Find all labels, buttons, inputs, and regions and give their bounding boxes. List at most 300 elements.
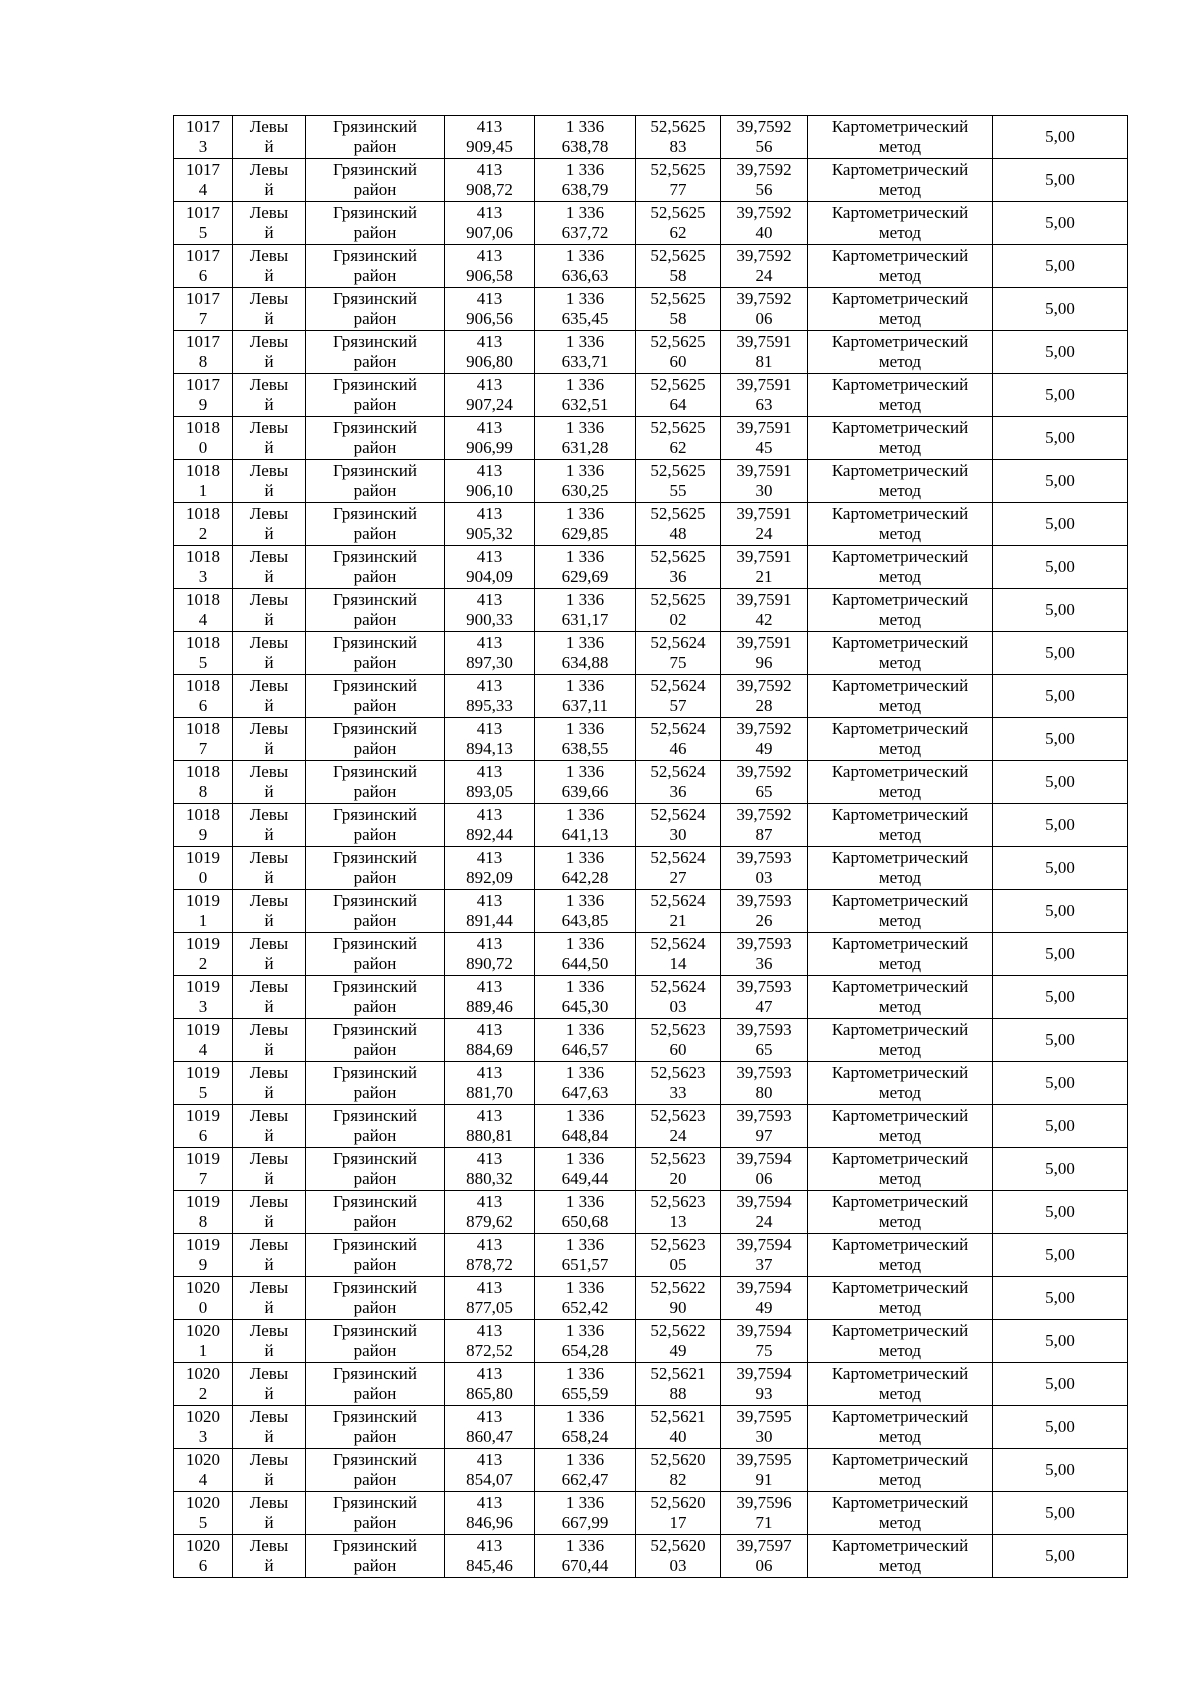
cell-longitude [721, 546, 808, 589]
cell-district [306, 331, 445, 374]
cell-accuracy [993, 847, 1128, 890]
cell-y-coordinate-line: 1 336 [565, 1063, 605, 1082]
cell-method-line: Картометрический [831, 1493, 969, 1512]
cell-point-number-line: 1019 [186, 1149, 220, 1168]
cell-point-number [174, 976, 233, 1019]
cell-point-number-line: 4 [198, 1040, 208, 1059]
cell-latitude-line: 27 [669, 868, 687, 887]
cell-accuracy-value: 5,00 [1045, 1331, 1075, 1350]
cell-latitude [636, 159, 721, 202]
cell-district-line: Грязинский [333, 1450, 417, 1469]
cell-accuracy-value: 5,00 [1045, 127, 1075, 146]
cell-method-line: метод [878, 524, 922, 543]
cell-x-coordinate-line: 413 [476, 203, 503, 222]
cell-latitude [636, 589, 721, 632]
table-row [174, 1449, 1128, 1492]
cell-district [306, 1019, 445, 1062]
cell-method-line: Картометрический [831, 1321, 969, 1340]
cell-x-coordinate-line: 413 [476, 1364, 503, 1383]
cell-method-line: метод [878, 266, 922, 285]
cell-x-coordinate-line: 413 [476, 762, 503, 781]
cell-method-line: Картометрический [831, 375, 969, 394]
cell-y-coordinate [535, 1535, 636, 1578]
cell-y-coordinate [535, 1062, 636, 1105]
cell-side-line: Левы [249, 934, 289, 953]
cell-x-coordinate [445, 202, 535, 245]
cell-district-line: район [353, 954, 397, 973]
cell-y-coordinate [535, 546, 636, 589]
cell-side [233, 417, 306, 460]
cell-method-line: Картометрический [831, 848, 969, 867]
cell-method-line: метод [878, 1255, 922, 1274]
cell-y-coordinate [535, 159, 636, 202]
cell-longitude-line: 37 [755, 1255, 773, 1274]
cell-district-line: район [353, 1083, 397, 1102]
cell-point-number [174, 632, 233, 675]
cell-point-number-line: 0 [198, 1298, 208, 1317]
cell-latitude-line: 48 [669, 524, 687, 543]
cell-longitude [721, 159, 808, 202]
cell-latitude-line: 52,5625 [650, 590, 706, 609]
cell-longitude-line: 39,7594 [736, 1278, 792, 1297]
cell-accuracy-value: 5,00 [1045, 514, 1075, 533]
cell-side-line: Левы [249, 676, 289, 695]
cell-y-coordinate-line: 631,17 [561, 610, 609, 629]
cell-longitude [721, 976, 808, 1019]
cell-side [233, 159, 306, 202]
cell-x-coordinate [445, 847, 535, 890]
cell-y-coordinate-line: 1 336 [565, 1020, 605, 1039]
cell-point-number [174, 933, 233, 976]
cell-method-line: Картометрический [831, 1020, 969, 1039]
cell-method-line: Картометрический [831, 1450, 969, 1469]
cell-x-coordinate-line: 413 [476, 934, 503, 953]
cell-district [306, 1449, 445, 1492]
cell-accuracy-value: 5,00 [1045, 342, 1075, 361]
table-row [174, 417, 1128, 460]
cell-point-number [174, 503, 233, 546]
cell-latitude-line: 52,5625 [650, 461, 706, 480]
cell-y-coordinate-line: 1 336 [565, 375, 605, 394]
cell-accuracy [993, 1449, 1128, 1492]
cell-point-number-line: 7 [198, 309, 208, 328]
cell-method-line: метод [878, 352, 922, 371]
cell-latitude-line: 52,5624 [650, 633, 706, 652]
cell-side [233, 1406, 306, 1449]
cell-point-number-line: 9 [198, 1255, 208, 1274]
cell-y-coordinate-line: 629,69 [561, 567, 609, 586]
cell-method-line: метод [878, 1384, 922, 1403]
cell-accuracy-value: 5,00 [1045, 815, 1075, 834]
cell-y-coordinate-line: 1 336 [565, 246, 605, 265]
cell-district-line: район [353, 1427, 397, 1446]
cell-latitude [636, 202, 721, 245]
cell-side-line: й [264, 610, 274, 629]
cell-method [808, 1105, 993, 1148]
cell-accuracy-value: 5,00 [1045, 170, 1075, 189]
cell-accuracy [993, 417, 1128, 460]
cell-method-line: Картометрический [831, 246, 969, 265]
table-row [174, 675, 1128, 718]
cell-district-line: район [353, 352, 397, 371]
cell-y-coordinate [535, 761, 636, 804]
cell-point-number [174, 718, 233, 761]
cell-point-number-line: 1019 [186, 977, 220, 996]
cell-y-coordinate-line: 1 336 [565, 590, 605, 609]
cell-x-coordinate-line: 413 [476, 590, 503, 609]
cell-district-line: район [353, 610, 397, 629]
cell-y-coordinate-line: 647,63 [561, 1083, 609, 1102]
cell-method-line: метод [878, 1341, 922, 1360]
table-row [174, 1492, 1128, 1535]
cell-latitude [636, 632, 721, 675]
cell-longitude [721, 718, 808, 761]
cell-method [808, 761, 993, 804]
table-row [174, 503, 1128, 546]
cell-district-line: Грязинский [333, 633, 417, 652]
cell-district [306, 1363, 445, 1406]
cell-method-line: Картометрический [831, 547, 969, 566]
cell-y-coordinate-line: 638,55 [561, 739, 609, 758]
table-row [174, 159, 1128, 202]
cell-district-line: район [353, 1384, 397, 1403]
cell-point-number-line: 1020 [186, 1278, 220, 1297]
cell-method-line: Картометрический [831, 418, 969, 437]
cell-side-line: й [264, 954, 274, 973]
cell-point-number-line: 1020 [186, 1321, 220, 1340]
cell-latitude-line: 52,5623 [650, 1063, 706, 1082]
cell-y-coordinate-line: 1 336 [565, 1450, 605, 1469]
cell-side-line: Левы [249, 246, 289, 265]
cell-y-coordinate-line: 643,85 [561, 911, 609, 930]
cell-side [233, 589, 306, 632]
cell-x-coordinate-line: 894,13 [466, 739, 513, 758]
cell-district-line: Грязинский [333, 375, 417, 394]
cell-side-line: Левы [249, 1450, 289, 1469]
cell-longitude [721, 288, 808, 331]
cell-latitude [636, 503, 721, 546]
cell-longitude-line: 91 [755, 1470, 773, 1489]
cell-side-line: Левы [249, 848, 289, 867]
cell-x-coordinate-line: 413 [476, 1536, 503, 1555]
cell-y-coordinate-line: 633,71 [561, 352, 609, 371]
cell-district-line: Грязинский [333, 1235, 417, 1254]
cell-x-coordinate-line: 413 [476, 547, 503, 566]
cell-latitude [636, 1148, 721, 1191]
cell-latitude-line: 24 [669, 1126, 687, 1145]
cell-side-line: Левы [249, 160, 289, 179]
cell-latitude-line: 52,5623 [650, 1192, 706, 1211]
cell-method-line: метод [878, 1556, 922, 1575]
cell-district-line: район [353, 1212, 397, 1231]
cell-latitude-line: 03 [669, 1556, 687, 1575]
cell-accuracy [993, 374, 1128, 417]
cell-longitude-line: 06 [755, 309, 773, 328]
cell-district-line: район [353, 782, 397, 801]
cell-y-coordinate-line: 1 336 [565, 719, 605, 738]
cell-longitude-line: 56 [755, 180, 773, 199]
cell-method-line: Картометрический [831, 1106, 969, 1125]
cell-y-coordinate [535, 503, 636, 546]
cell-side [233, 202, 306, 245]
cell-accuracy-value: 5,00 [1045, 1288, 1075, 1307]
cell-y-coordinate-line: 652,42 [561, 1298, 609, 1317]
cell-point-number-line: 1 [198, 911, 208, 930]
cell-longitude-line: 93 [755, 1384, 773, 1403]
cell-latitude-line: 13 [669, 1212, 687, 1231]
cell-longitude-line: 49 [755, 739, 773, 758]
cell-x-coordinate [445, 976, 535, 1019]
cell-longitude-line: 26 [755, 911, 773, 930]
cell-district-line: Грязинский [333, 160, 417, 179]
cell-method [808, 1191, 993, 1234]
cell-point-number [174, 804, 233, 847]
cell-method-line: Картометрический [831, 332, 969, 351]
cell-district-line: район [353, 1556, 397, 1575]
cell-y-coordinate-line: 654,28 [561, 1341, 609, 1360]
cell-district-line: Грязинский [333, 203, 417, 222]
cell-x-coordinate [445, 1191, 535, 1234]
cell-longitude-line: 71 [755, 1513, 773, 1532]
table-row [174, 202, 1128, 245]
cell-side-line: й [264, 309, 274, 328]
cell-longitude-line: 06 [755, 1169, 773, 1188]
cell-x-coordinate [445, 1062, 535, 1105]
cell-longitude-line: 39,7591 [736, 547, 792, 566]
cell-longitude [721, 847, 808, 890]
cell-latitude-line: 05 [669, 1255, 687, 1274]
cell-y-coordinate-line: 641,13 [561, 825, 609, 844]
cell-point-number-line: 1019 [186, 848, 220, 867]
cell-method [808, 890, 993, 933]
cell-latitude-line: 82 [669, 1470, 687, 1489]
cell-x-coordinate-line: 907,06 [466, 223, 513, 242]
cell-district-line: Грязинский [333, 418, 417, 437]
cell-district [306, 460, 445, 503]
cell-longitude-line: 39,7591 [736, 590, 792, 609]
cell-district-line: Грязинский [333, 1364, 417, 1383]
cell-point-number [174, 1277, 233, 1320]
cell-district-line: район [353, 1126, 397, 1145]
cell-x-coordinate-line: 890,72 [466, 954, 513, 973]
table-row [174, 890, 1128, 933]
cell-method [808, 589, 993, 632]
cell-longitude-line: 30 [755, 481, 773, 500]
cell-point-number [174, 374, 233, 417]
cell-point-number [174, 245, 233, 288]
cell-accuracy-value: 5,00 [1045, 729, 1075, 748]
cell-x-coordinate [445, 1277, 535, 1320]
cell-x-coordinate-line: 878,72 [466, 1255, 513, 1274]
cell-x-coordinate-line: 413 [476, 1235, 503, 1254]
cell-x-coordinate-line: 900,33 [466, 610, 513, 629]
table-row [174, 1062, 1128, 1105]
cell-latitude [636, 1019, 721, 1062]
cell-method [808, 1062, 993, 1105]
cell-accuracy [993, 1148, 1128, 1191]
cell-x-coordinate-line: 897,30 [466, 653, 513, 672]
cell-point-number [174, 589, 233, 632]
cell-method [808, 374, 993, 417]
cell-method-line: Картометрический [831, 590, 969, 609]
cell-method-line: Картометрический [831, 289, 969, 308]
cell-longitude [721, 1449, 808, 1492]
cell-method-line: Картометрический [831, 719, 969, 738]
cell-point-number-line: 1019 [186, 934, 220, 953]
cell-y-coordinate [535, 1277, 636, 1320]
cell-district-line: район [353, 997, 397, 1016]
cell-side-line: й [264, 223, 274, 242]
cell-latitude-line: 52,5625 [650, 332, 706, 351]
cell-point-number [174, 890, 233, 933]
cell-y-coordinate-line: 667,99 [561, 1513, 609, 1532]
cell-y-coordinate-line: 645,30 [561, 997, 609, 1016]
table-row [174, 1105, 1128, 1148]
cell-longitude [721, 1363, 808, 1406]
cell-accuracy-value: 5,00 [1045, 686, 1075, 705]
cell-method [808, 1019, 993, 1062]
cell-latitude-line: 90 [669, 1298, 687, 1317]
cell-point-number-line: 5 [198, 1513, 208, 1532]
cell-point-number-line: 1017 [186, 289, 220, 308]
cell-method-line: метод [878, 1040, 922, 1059]
cell-side-line: Левы [249, 1235, 289, 1254]
cell-district [306, 159, 445, 202]
cell-longitude [721, 804, 808, 847]
cell-x-coordinate-line: 907,24 [466, 395, 513, 414]
table-row [174, 976, 1128, 1019]
cell-longitude [721, 503, 808, 546]
cell-side-line: й [264, 180, 274, 199]
cell-longitude-line: 39,7593 [736, 1063, 792, 1082]
cell-longitude-line: 39,7593 [736, 934, 792, 953]
cell-x-coordinate [445, 1234, 535, 1277]
cell-latitude-line: 58 [669, 266, 687, 285]
cell-point-number [174, 1535, 233, 1578]
cell-y-coordinate [535, 460, 636, 503]
cell-longitude [721, 202, 808, 245]
cell-method [808, 1277, 993, 1320]
cell-x-coordinate-line: 413 [476, 676, 503, 695]
cell-longitude-line: 39,7592 [736, 762, 792, 781]
cell-accuracy-value: 5,00 [1045, 1030, 1075, 1049]
cell-longitude-line: 42 [755, 610, 773, 629]
cell-point-number [174, 1363, 233, 1406]
cell-accuracy [993, 1234, 1128, 1277]
cell-district-line: район [353, 137, 397, 156]
cell-y-coordinate-line: 658,24 [561, 1427, 609, 1446]
cell-point-number-line: 6 [198, 696, 208, 715]
cell-point-number-line: 1018 [186, 633, 220, 652]
cell-point-number-line: 1018 [186, 418, 220, 437]
cell-method [808, 202, 993, 245]
cell-point-number-line: 5 [198, 223, 208, 242]
cell-x-coordinate-line: 413 [476, 719, 503, 738]
cell-point-number [174, 1148, 233, 1191]
cell-accuracy-value: 5,00 [1045, 256, 1075, 275]
cell-district-line: район [353, 911, 397, 930]
cell-x-coordinate-line: 892,44 [466, 825, 513, 844]
cell-x-coordinate [445, 503, 535, 546]
cell-district-line: район [353, 223, 397, 242]
cell-x-coordinate [445, 675, 535, 718]
cell-point-number-line: 6 [198, 1126, 208, 1145]
cell-x-coordinate [445, 589, 535, 632]
cell-latitude-line: 17 [669, 1513, 687, 1532]
cell-point-number [174, 1191, 233, 1234]
cell-district-line: Грязинский [333, 1149, 417, 1168]
cell-y-coordinate-line: 1 336 [565, 676, 605, 695]
cell-accuracy-value: 5,00 [1045, 1116, 1075, 1135]
table-row [174, 460, 1128, 503]
cell-longitude-line: 24 [755, 1212, 773, 1231]
cell-side-line: й [264, 1298, 274, 1317]
cell-side [233, 1191, 306, 1234]
cell-method-line: метод [878, 868, 922, 887]
cell-point-number-line: 1017 [186, 246, 220, 265]
cell-y-coordinate-line: 1 336 [565, 418, 605, 437]
cell-y-coordinate-line: 644,50 [561, 954, 609, 973]
cell-accuracy-value: 5,00 [1045, 213, 1075, 232]
cell-method-line: метод [878, 1513, 922, 1532]
cell-x-coordinate-line: 881,70 [466, 1083, 513, 1102]
cell-side-line: Левы [249, 504, 289, 523]
cell-latitude [636, 675, 721, 718]
cell-side-line: й [264, 1083, 274, 1102]
cell-district [306, 1148, 445, 1191]
cell-accuracy-value: 5,00 [1045, 772, 1075, 791]
cell-side [233, 245, 306, 288]
cell-latitude [636, 718, 721, 761]
cell-district-line: район [353, 868, 397, 887]
cell-longitude-line: 47 [755, 997, 773, 1016]
cell-y-coordinate-line: 1 336 [565, 117, 605, 136]
cell-side [233, 1449, 306, 1492]
table-row [174, 1535, 1128, 1578]
cell-longitude [721, 1105, 808, 1148]
cell-longitude-line: 39,7595 [736, 1450, 792, 1469]
cell-accuracy [993, 1019, 1128, 1062]
cell-point-number-line: 1020 [186, 1407, 220, 1426]
cell-method-line: Картометрический [831, 1235, 969, 1254]
cell-district [306, 546, 445, 589]
cell-x-coordinate-line: 413 [476, 117, 503, 136]
cell-side [233, 116, 306, 159]
cell-accuracy-value: 5,00 [1045, 858, 1075, 877]
cell-x-coordinate-line: 906,10 [466, 481, 513, 500]
cell-method [808, 245, 993, 288]
cell-y-coordinate [535, 417, 636, 460]
cell-point-number [174, 1234, 233, 1277]
cell-point-number [174, 847, 233, 890]
cell-x-coordinate-line: 879,62 [466, 1212, 513, 1231]
cell-method-line: Картометрический [831, 203, 969, 222]
cell-method-line: метод [878, 223, 922, 242]
cell-method-line: метод [878, 567, 922, 586]
cell-method-line: метод [878, 1083, 922, 1102]
cell-method [808, 331, 993, 374]
cell-latitude-line: 52,5624 [650, 848, 706, 867]
cell-accuracy-value: 5,00 [1045, 1503, 1075, 1522]
cell-accuracy [993, 331, 1128, 374]
cell-point-number-line: 1020 [186, 1364, 220, 1383]
cell-latitude-line: 49 [669, 1341, 687, 1360]
cell-district-line: Грязинский [333, 1020, 417, 1039]
cell-side-line: й [264, 266, 274, 285]
cell-method-line: Картометрический [831, 891, 969, 910]
cell-accuracy [993, 890, 1128, 933]
cell-district [306, 1535, 445, 1578]
